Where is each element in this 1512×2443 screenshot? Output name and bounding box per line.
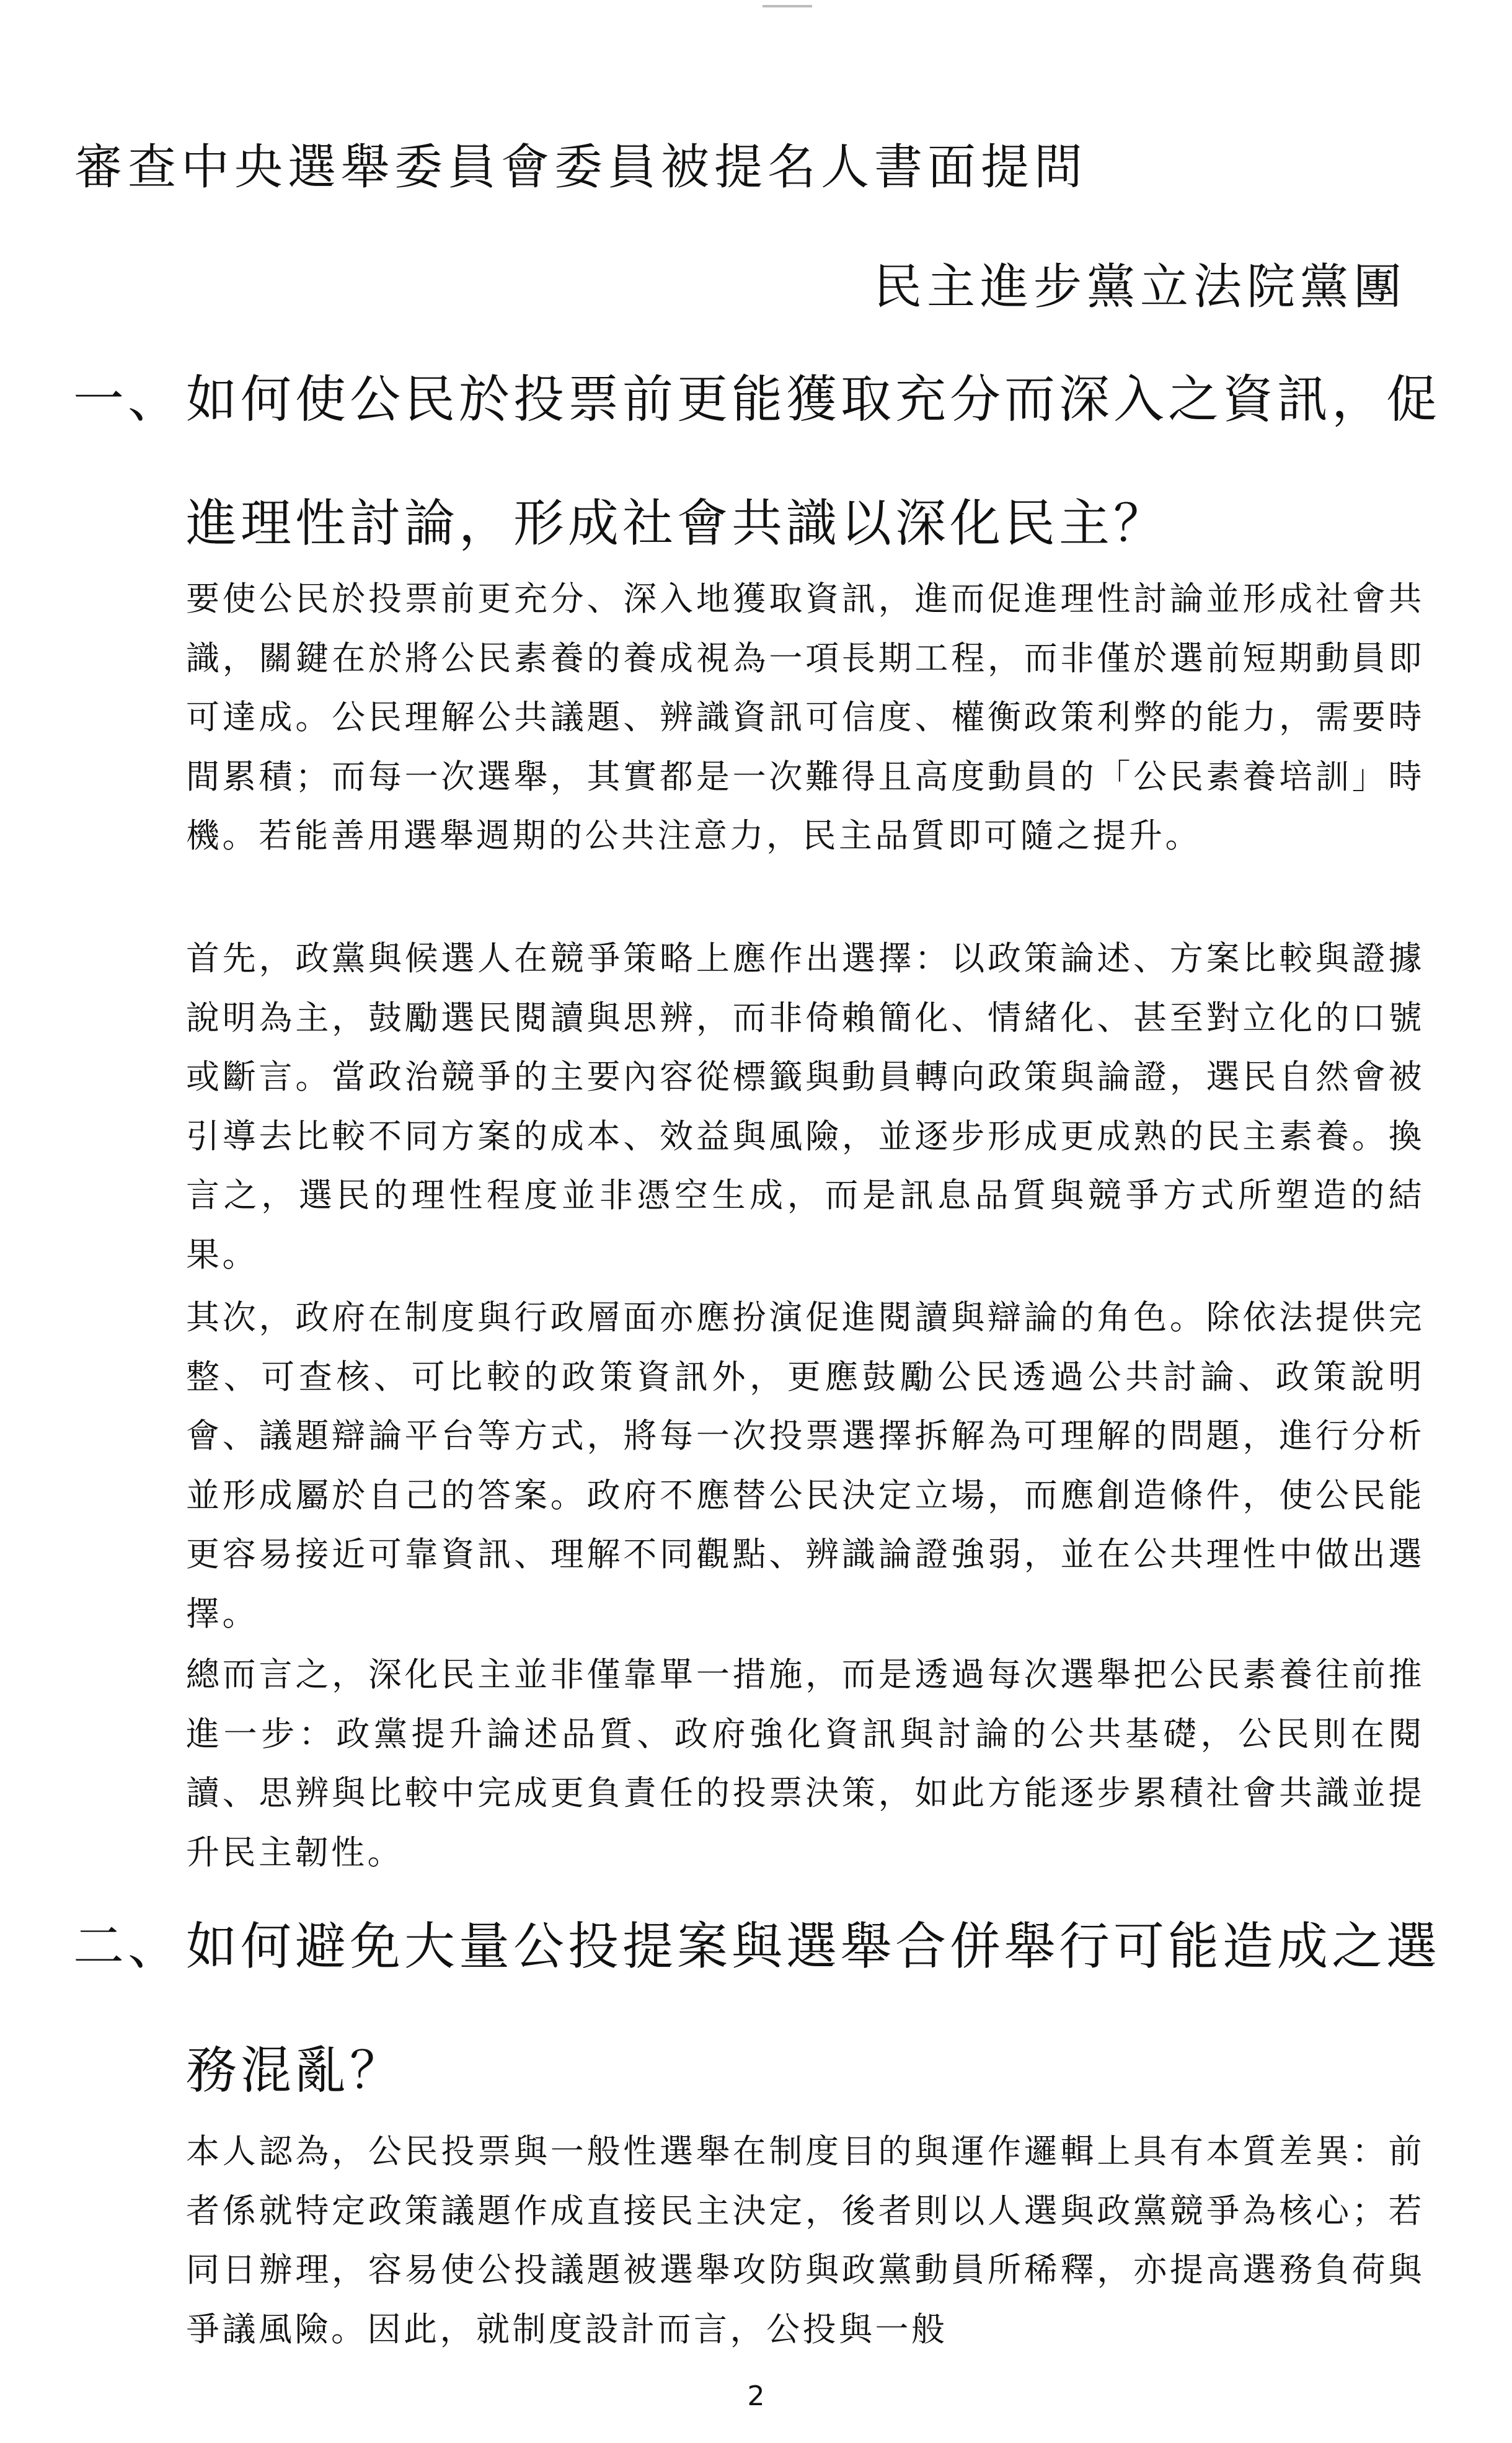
section-2-paragraph: 本人認為，公民投票與一般性選舉在制度目的與運作邏輯上具有本質差異：前者係就特定政策議題作成直接民主決定，後者則以人選與政黨競爭為核心；若同日辦理，容易使公投議題被選舉攻防與政黨動員所稀釋，亦提高選務負荷與爭議風險。因此，就制度設計而言，公投與一般 — [186, 2132, 1425, 2349]
section-1-heading — [73, 338, 1499, 586]
section-1-paragraph: 總而言之，深化民主並非僅靠單一措施，而是透過每次選舉把公民素養往前推進一步：政黨提升論述品質、政府強化資訊與討論的公共基礎，公民則在閱讀、思辨與比較中完成更負責任的投票決策，如此方能逐步累積社會共識並提升民主韌性。 — [186, 1655, 1425, 1872]
section-1-number: 一、 — [73, 370, 183, 429]
section-1-paragraph: 首先，政黨與候選人在競爭策略上應作出選擇：以政策論述、方案比較與證據說明為主，鼓勵選民閱讀與思辨，而非倚賴簡化、情緒化、甚至對立化的口號或斷言。當政治競爭的主要內容從標籤與動員轉向政策與論證，選民自然會被引導去比較不同方案的成本、效益與風險，並逐步形成更成熟的民主素養。換言之，選民的理性程度並非憑空生成，而是訊息品質與競爭方式所塑造的結果。 — [186, 939, 1425, 1274]
section-1-heading-text: 如何使公民於投票前更能獲取充分而深入之資訊，促進理性討論，形成社會共識以深化民主？ — [186, 370, 1441, 553]
section-2-heading — [73, 1885, 1499, 2133]
section-2-number: 二、 — [73, 1917, 183, 1976]
section-1-paragraph: 要使公民於投票前更充分、深入地獲取資訊，進而促進理性討論並形成社會共識，關鍵在於將公民素養的養成視為一項長期工程，而非僅於選前短期動員即可達成。公民理解公共議題、辨識資訊可信度、權衡政策利弊的能力，需要時間累積；而每一次選舉，其實都是一次難得且高度動員的「公民素養培訓」時機。若能善用選舉週期的公共注意力，民主品質即可隨之提升。 — [186, 579, 1425, 855]
page-number: 2 — [747, 2380, 765, 2412]
scan-artifact — [763, 5, 812, 7]
document-title: 審查中央選舉委員會委員被提名人書面提問 — [74, 140, 1088, 195]
section-1-paragraph: 其次，政府在制度與行政層面亦應扮演促進閱讀與辯論的角色。除依法提供完整、可查核、可比較的政策資訊外，更應鼓勵公民透過公共討論、政策說明會、議題辯論平台等方式，將每一次投票選擇拆解為可理解的問題，進行分析並形成屬於自己的答案。政府不應替公民決定立場，而應創造條件，使公民能更容易接近可靠資訊、理解不同觀點、辨識論證強弱，並在公共理性中做出選擇。 — [186, 1298, 1425, 1633]
section-2-heading-text: 如何避免大量公投提案與選舉合併舉行可能造成之選務混亂？ — [186, 1917, 1441, 2100]
document-author: 民主進步黨立法院黨團 — [873, 259, 1407, 315]
